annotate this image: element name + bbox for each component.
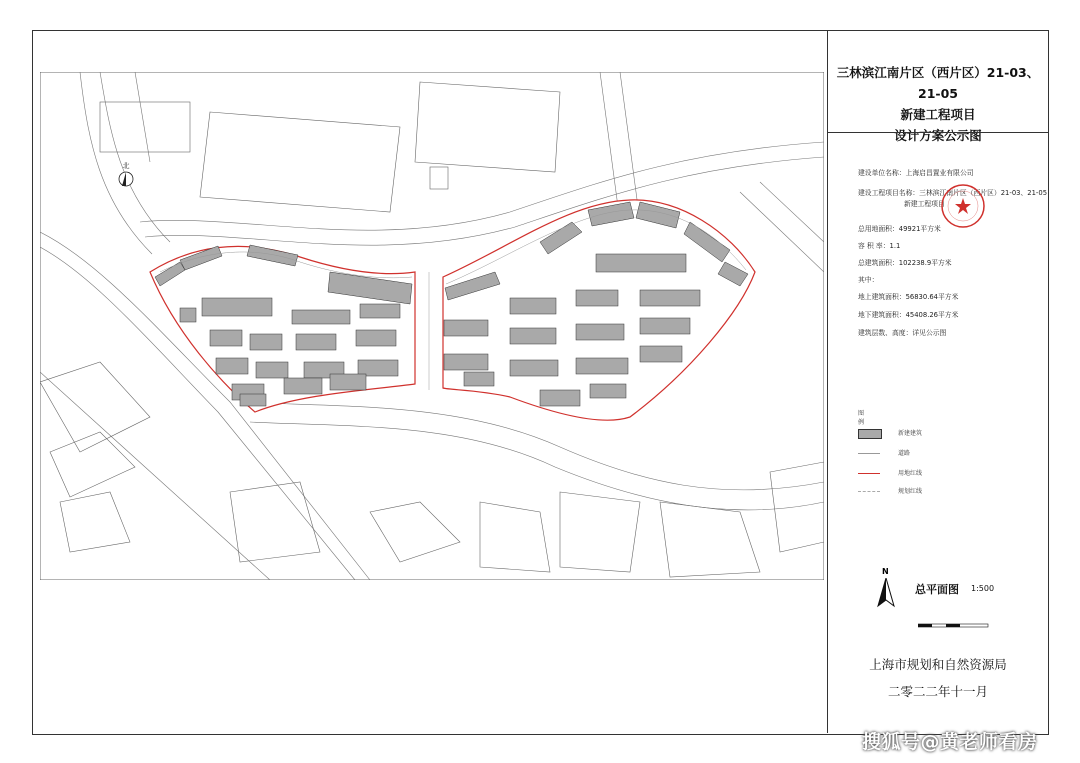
below-ground-area: 地下建筑面积：45408.26平方米 — [858, 311, 959, 319]
land-area: 总用地面积：49921平方米 — [858, 225, 941, 233]
legend-item-site-line: 用地红线 — [858, 466, 978, 478]
legend-item-plan-line: 规划红线 — [858, 484, 978, 496]
north-label: N — [882, 567, 889, 576]
site-plan-drawing — [40, 72, 824, 580]
official-seal-icon — [940, 183, 986, 229]
project-row-2: 新建工程项目 — [904, 200, 945, 208]
plan-title: 总平面图 — [915, 583, 959, 596]
legend-title: 图例 — [858, 410, 865, 426]
legend-swatch — [858, 429, 882, 439]
title-divider — [828, 132, 1048, 133]
scale-ratio: 1:500 — [971, 584, 995, 593]
svg-text:北: 北 — [122, 162, 130, 170]
title-line-2: 新建工程项目 — [900, 107, 976, 122]
floor-area-ratio: 容 积 率：1.1 — [858, 242, 901, 250]
project-row: 建设工程项目名称：三林滨江南片区（西片区）21-03、21-05 — [858, 189, 1048, 197]
legend-swatch — [858, 453, 880, 454]
total-floor-area: 总建筑面积：102238.9平方米 — [858, 259, 952, 267]
title-line-1: 三林滨江南片区（西片区）21-03、21-05 — [836, 65, 1040, 101]
floors-height: 建筑层数、高度：详见公示图 — [858, 329, 947, 337]
legend-item-building: 新建建筑 — [858, 426, 978, 438]
watermark: 搜狐号@黄老师看房 — [862, 731, 1038, 753]
north-arrow-icon — [877, 578, 895, 608]
scale-bar-icon — [918, 620, 998, 632]
of-which: 其中： — [858, 276, 879, 284]
legend-swatch — [858, 473, 880, 474]
title-block — [827, 30, 1048, 733]
legend-swatch — [858, 491, 880, 492]
title-line-3: 设计方案公示图 — [894, 128, 982, 143]
above-ground-area: 地上建筑面积：56830.64平方米 — [858, 293, 959, 301]
legend-item-road: 道路 — [858, 446, 978, 458]
issuing-agency: 上海市规划和自然资源局 — [869, 657, 1007, 672]
drawing-title — [828, 62, 1048, 146]
issue-date: 二零二二年十一月 — [887, 684, 988, 699]
developer-row: 建设单位名称：上海启昌置业有限公司 — [858, 169, 974, 177]
